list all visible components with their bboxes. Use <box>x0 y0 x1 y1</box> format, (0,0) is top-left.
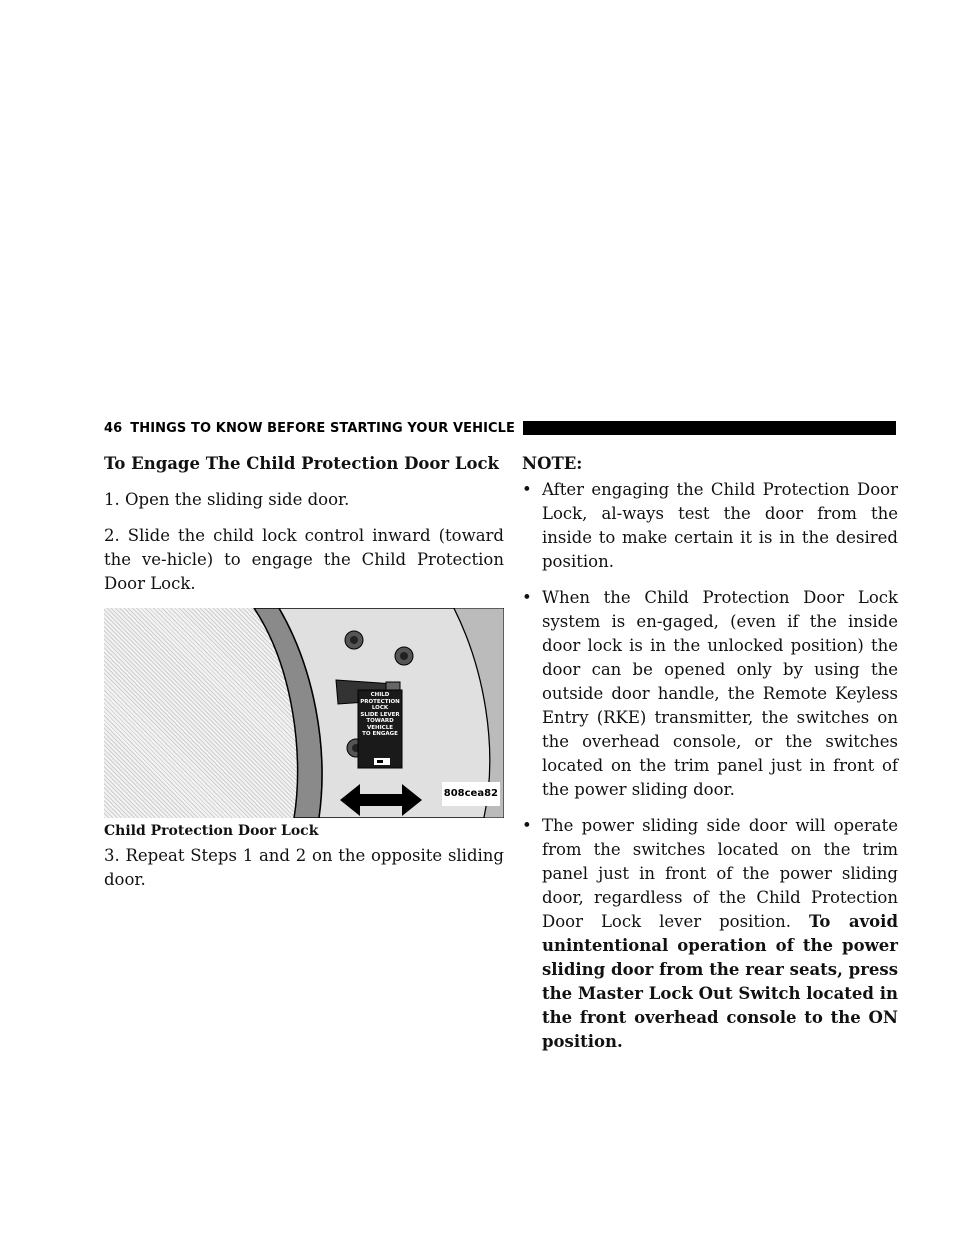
step-3: 3. Repeat Steps 1 and 2 on the opposite sliding door. <box>104 846 504 889</box>
plate-line: TOWARD <box>366 718 394 724</box>
note-text: The power sliding side door will operate from the switches located on the trim panel just in front of the power sliding door, regardless of the Child Protection Door Lock lever position. <box>542 816 898 931</box>
plate-line: TO ENGAGE <box>362 731 398 737</box>
plate-line: SLIDE LEVER <box>360 711 400 718</box>
figure-code: 808cea82 <box>442 782 500 806</box>
figure-caption: Child Protection Door Lock <box>104 823 319 839</box>
left-column <box>104 448 504 904</box>
warning-text: To avoid unintentional operation of the power sliding door from the rear seats, press the Master Lock Out Switch located in the front overhead console to the ON position. <box>542 912 898 1051</box>
note-label: NOTE: <box>522 454 583 473</box>
bullet-icon: • <box>522 588 532 607</box>
page-header <box>104 418 896 438</box>
note-list <box>522 478 898 1054</box>
bullet-icon: • <box>522 480 532 499</box>
plate-line: PROTECTION <box>360 698 400 705</box>
chapter-title: THINGS TO KNOW BEFORE STARTING YOUR VEHICLE <box>130 420 516 436</box>
header-rule <box>523 421 896 435</box>
list-item <box>522 586 898 802</box>
plate-line: VEHICLE <box>367 724 393 731</box>
list-item <box>522 478 898 574</box>
note-text: After engaging the Child Protection Door Lock, al-ways test the door from the inside to make certain it is in the desired position. <box>542 480 898 571</box>
plate-line: CHILD <box>370 692 390 698</box>
section-heading: To Engage The Child Protection Door Lock <box>104 454 499 473</box>
note-text: When the Child Protection Door Lock system is en-gaged, (even if the inside door lock is in the unlocked position) the door can be opened only by using the outside door handle, the Remote Keyless Entry (RKE) transmitter, the switches on the overhead console, or the switches located on the trim panel just in front of the power sliding door. <box>542 588 898 799</box>
right-column <box>522 448 898 1066</box>
child-lock-illustration <box>104 608 504 818</box>
list-item <box>522 814 898 1054</box>
plate-line: LOCK <box>371 705 389 711</box>
child-lock-label-plate <box>360 692 400 738</box>
page-number: 46 <box>104 420 123 436</box>
step-2: 2. Slide the child lock control inward (toward the ve-hicle) to engage the Child Protection Door Lock. <box>104 526 504 593</box>
step-1: 1. Open the sliding side door. <box>104 490 350 509</box>
bullet-icon: • <box>522 816 532 835</box>
